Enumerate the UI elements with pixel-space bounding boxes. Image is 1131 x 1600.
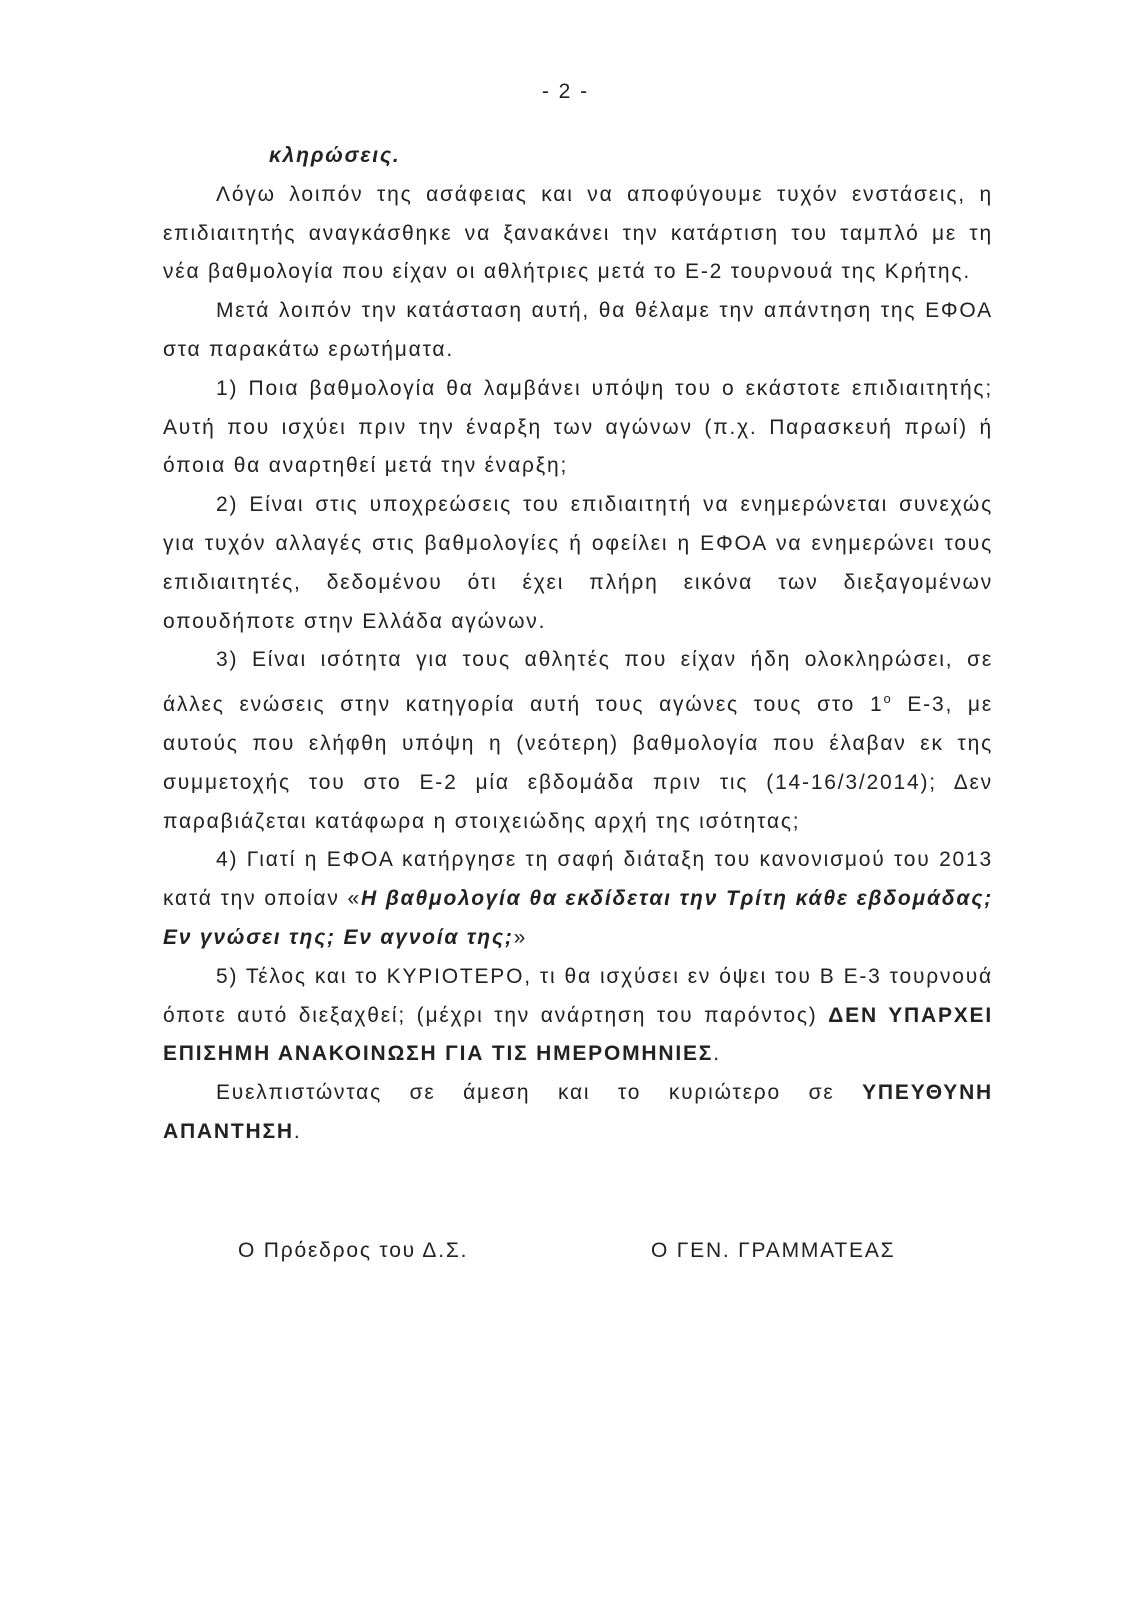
emphasis-announcement: ΔΕΝ ΥΠΑΡΧΕΙ ΕΠΙΣΗΜΗ ΑΝΑΚΟΙΝΩΣΗ ΓΙΑ ΤΙΣ ΗΜΕΡΟΜΗΝΙΕΣ (163, 1003, 993, 1066)
page-number: - 2 - (541, 80, 590, 103)
question-3: 3) Είναι ισότητα για τους αθλητές που είχαν ήδη ολοκληρώσει, σε άλλες ενώσεις στην κατηγορία αυτή τους αγώνες τους στο $1^o$ Ε-3, με αυτούς που ελήφθη υπόψη η (νεότερη) βαθμολογία που έλαβαν εκ της συμμετοχής του στο Ε-2 μία εβδομάδα πριν τις (14-16/3/2014); Δεν παραβιάζεται κατάφωρα η στοιχειώδης αρχή της ισότητας; (163, 648, 993, 833)
letter-body (163, 137, 993, 1152)
question-4: 4) Γιατί η ΕΦΟΑ κατήργησε τη σαφή διάταξη του κανονισμού του 2013 κατά την οποίαν «Η βαθμολογία θα εκδίδεται την Τρίτη κάθε εβδομάδας; Εν γνώσει της; Εν αγνοία της;» (163, 848, 993, 949)
signature-president: Ο Πρόεδρος του Δ.Σ. (238, 1239, 469, 1262)
closing-paragraph: Ευελπιστώντας σε άμεση και το κυριώτερο σε ΥΠΕΥΘΥΝΗ ΑΠΑΝΤΗΣΗ. (163, 1081, 993, 1143)
signature-secretary: Ο ΓΕΝ. ΓΡΑΜΜΑΤΕΑΣ (651, 1239, 896, 1262)
paragraph-1: Λόγω λοιπόν της ασάφειας και να αποφύγουμε τυχόν ενστάσεις, η επιδιαιτητής αναγκάσθηκε να ξανακάνει την κατάρτιση του ταμπλό με τη νέα βαθμολογία που είχαν οι αθλήτριες μετά το Ε-2 τουρνουά της Κρήτης. (163, 182, 993, 284)
quoted-rule: Η βαθμολογία θα εκδίδεται την Τρίτη κάθε εβδομάδας; Εν γνώσει της; Εν αγνοία της; (163, 887, 993, 949)
superscript: ο (883, 691, 893, 707)
emphasis-response: ΥΠΕΥΘΥΝΗ ΑΠΑΝΤΗΣΗ (163, 1081, 993, 1143)
paragraph-2: Μετά λοιπόν την κατάσταση αυτή, θα θέλαμε την απάντηση της ΕΦΟΑ στα παρακάτω ερωτήματα. (163, 299, 993, 361)
question-5: 5) Τέλος και το ΚΥΡΙΟΤΕΡΟ, τι θα ισχύσει εν όψει του Β Ε-3 τουρνουά όποτε αυτό διεξαχθεί; (μέχρι την ανάρτηση του παρόντος) ΔΕΝ ΥΠΑΡΧΕΙ ΕΠΙΣΗΜΗ ΑΝΑΚΟΙΝΩΣΗ ΓΙΑ ΤΙΣ ΗΜΕΡΟΜΗΝΙΕΣ. (163, 964, 993, 1066)
question-1: 1) Ποια βαθμολογία θα λαμβάνει υπόψη του ο εκάστοτε επιδιαιτητής; Αυτή που ισχύει πριν την έναρξη των αγώνων (π.χ. Παρασκευή πρωί) ή όποια θα αναρτηθεί μετά την έναρξη; (163, 376, 993, 478)
question-2: 2) Είναι στις υποχρεώσεις του επιδιαιτητή να ενημερώνεται συνεχώς για τυχόν αλλαγές στις βαθμολογίες ή οφείλει η ΕΦΟΑ να ενημερώνει τους επιδιαιτητές, δεδομένου ότι έχει πλήρη εικόνα των διεξαγομένων οπουδήποτε στην Ελλάδα αγώνων. (163, 493, 993, 633)
opening-word: κληρώσεις. (269, 144, 401, 167)
